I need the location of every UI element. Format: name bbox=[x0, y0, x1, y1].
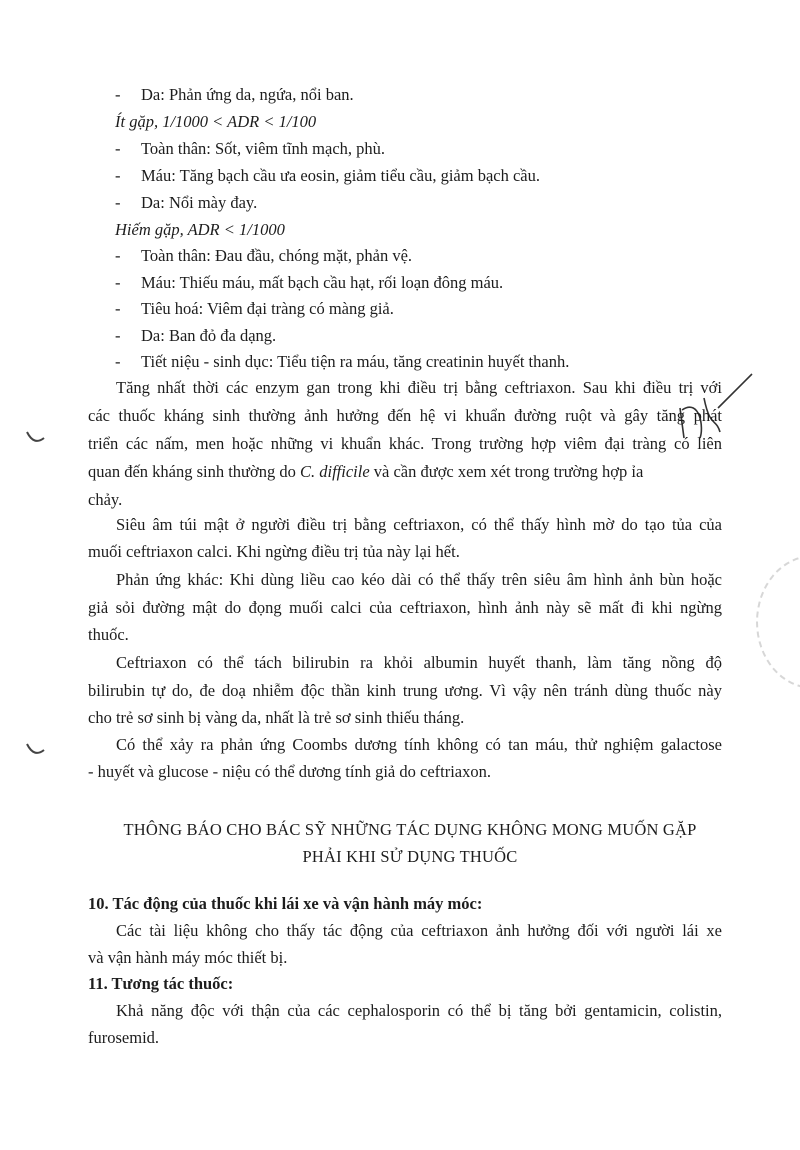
list-item-text: Toàn thân: Sốt, viêm tĩnh mạch, phù. bbox=[141, 139, 386, 158]
stamp-mark bbox=[756, 555, 800, 689]
paragraph-line: các thuốc kháng sinh thường ảnh hưởng đến hệ vi khuẩn đường ruột và gây tăng phát bbox=[88, 406, 722, 425]
list-item-text: Da: Ban đỏ đa dạng. bbox=[141, 326, 277, 345]
paragraph-line: quan đến kháng sinh thường do C. difficile và cần được xem xét trong trường hợp ỉa bbox=[88, 462, 644, 481]
paragraph-line: cho trẻ sơ sinh bị vàng da, nhất là trẻ sơ sinh thiếu tháng. bbox=[88, 708, 465, 727]
paragraph-line: - huyết và glucose - niệu có thể dương tính giả do ceftriaxon. bbox=[88, 762, 492, 781]
list-item-text: Toàn thân: Đau đầu, chóng mặt, phản vệ. bbox=[141, 246, 413, 265]
paragraph-line: chảy. bbox=[88, 490, 123, 509]
paragraph-line: và vận hành máy móc thiết bị. bbox=[88, 948, 288, 967]
punch-mark-top bbox=[24, 428, 48, 450]
punch-mark-bottom bbox=[24, 740, 48, 762]
paragraph-line: Siêu âm túi mật ở người điều trị bằng ceftriaxon, có thể thấy hình mờ do tạo tủa của bbox=[116, 515, 722, 534]
paragraph-line: Ceftriaxon có thể tách bilirubin ra khỏi albumin huyết thanh, làm tăng nồng độ bbox=[116, 653, 722, 672]
paragraph-line: furosemid. bbox=[88, 1028, 160, 1047]
paragraph-line: triển các nấm, men hoặc những vi khuẩn khác. Trong trường hợp viêm đại tràng có liên bbox=[88, 434, 722, 453]
list-item-text: Da: Nổi mày đay. bbox=[141, 193, 258, 212]
section-subheading-rare: Hiếm gặp, ADR < 1/1000 bbox=[115, 220, 285, 239]
paragraph-line: Khả năng độc với thận của các cephalosporin có thể bị tăng bởi gentamicin, colistin, bbox=[116, 1001, 722, 1020]
list-item-text: Tiết niệu - sinh dục: Tiểu tiện ra máu, tăng creatinin huyết thanh. bbox=[141, 352, 570, 371]
document-page: - Da: Phản ứng da, ngứa, nổi ban. Ít gặp, 1/1000 < ADR < 1/100 - Toàn thân: Sốt, viêm tĩnh mạch, phù. - Máu: Tăng bạch cầu ưa eosin, giảm tiểu cầu, giảm bạch cầu. - Da: Nổi mày đay. Hiếm gặp, ADR < 1/1000 - Toàn thân: Đau đầu, chóng mặt, phản vệ. - Máu: Thiếu máu, mất bạch cầu hạt, rối loạn đông máu. - Tiêu hoá: Viêm đại tràng có màng giả. - Da: Ban đỏ đa dạng. - Tiết niệu - sinh dục: Tiểu tiện ra máu, tăng creatinin huyết thanh. Tăng nhất thời các enzym gan trong khi điều trị bằng ceftriaxon. Sau khi điều trị với các thuốc kháng sinh thường ảnh hưởng đến hệ vi khuẩn đường ruột và gây tăng phát triển các nấm, men hoặc những vi khuẩn khác. Trong trường hợp viêm đại tràng có liên quan đến kháng sinh thường do C. difficile và cần được xem xét trong trường hợp ỉa chảy. Siêu âm túi mật ở người điều trị bằng ceftriaxon, có thể thấy hình mờ do tạo tủa của muối ceftriaxon calci. Khi ngừng điều trị tủa này lại hết. Phản ứng khác: Khi dùng liều cao kéo dài có thể thấy trên siêu âm hình ảnh bùn hoặc giả sỏi đường mật do đọng muối calci của ceftriaxon, hình ảnh này sẽ mất đi khi ngừng thuốc. Ceftriaxon có thể tách bilirubin ra khỏi albumin huyết thanh, làm tăng nồng độ bilirubin tự do, đe doạ nhiễm độc thần kinh trung ương. Vì vậy nên tránh dùng thuốc này cho trẻ sơ sinh bị vàng da, nhất là trẻ sơ sinh thiếu tháng. Có thể xảy ra phản ứng Coombs dương tính không có tan máu, thử nghiệm galactose - huyết và glucose - niệu có thể dương tính giả do ceftriaxon. THÔNG BÁO CHO BÁC SỸ NHỮNG TÁC DỤNG KHÔNG MONG MUỐN GẶP PHẢI KHI SỬ DỤNG THUỐC 10. Tác động của thuốc khi lái xe và vận hành máy móc: Các tài liệu không cho thấy tác động của ceftriaxon ảnh hưởng đối với người lái xe và vận hành máy móc thiết bị. 11. Tương tác thuốc: Khả năng độc với thận của các cephalosporin có thể bị tăng bởi gentamicin, colistin, furosemid. bbox=[0, 0, 800, 1150]
section-heading-11: 11. Tương tác thuốc: bbox=[88, 974, 234, 993]
notice-heading-line-1: THÔNG BÁO CHO BÁC SỸ NHỮNG TÁC DỤNG KHÔNG MONG MUỐN GẶP bbox=[123, 820, 697, 839]
list-item-text: Da: Phản ứng da, ngứa, nổi ban. bbox=[141, 85, 354, 104]
section-subheading-uncommon: Ít gặp, 1/1000 < ADR < 1/100 bbox=[115, 112, 317, 131]
organism-name: C. difficile bbox=[299, 462, 370, 481]
paragraph-line: thuốc. bbox=[88, 625, 129, 644]
paragraph-line: muối ceftriaxon calci. Khi ngừng điều trị tủa này lại hết. bbox=[88, 542, 460, 561]
section-heading-10: 10. Tác động của thuốc khi lái xe và vận hành máy móc: bbox=[88, 894, 483, 913]
list-item-text: Máu: Tăng bạch cầu ưa eosin, giảm tiểu cầu, giảm bạch cầu. bbox=[141, 166, 540, 185]
paragraph-line: Các tài liệu không cho thấy tác động của ceftriaxon ảnh hưởng đối với người lái xe bbox=[116, 921, 722, 940]
list-item-text: Tiêu hoá: Viêm đại tràng có màng giả. bbox=[141, 299, 394, 318]
paragraph-line: bilirubin tự do, đe doạ nhiễm độc thần kinh trung ương. Vì vậy nên tránh dùng thuốc này bbox=[88, 681, 722, 700]
paragraph-line: Có thể xảy ra phản ứng Coombs dương tính không có tan máu, thử nghiệm galactose bbox=[116, 735, 722, 754]
list-item-text: Máu: Thiếu máu, mất bạch cầu hạt, rối loạn đông máu. bbox=[141, 273, 504, 292]
paragraph-line: giả sỏi đường mật do đọng muối calci của ceftriaxon, hình ảnh này sẽ mất đi khi ngừng bbox=[88, 598, 722, 617]
paragraph-line: Tăng nhất thời các enzym gan trong khi điều trị bằng ceftriaxon. Sau khi điều trị với bbox=[116, 378, 722, 397]
notice-heading-line-2: PHẢI KHI SỬ DỤNG THUỐC bbox=[302, 847, 518, 866]
paragraph-line: Phản ứng khác: Khi dùng liều cao kéo dài có thể thấy trên siêu âm hình ảnh bùn hoặc bbox=[116, 570, 722, 589]
